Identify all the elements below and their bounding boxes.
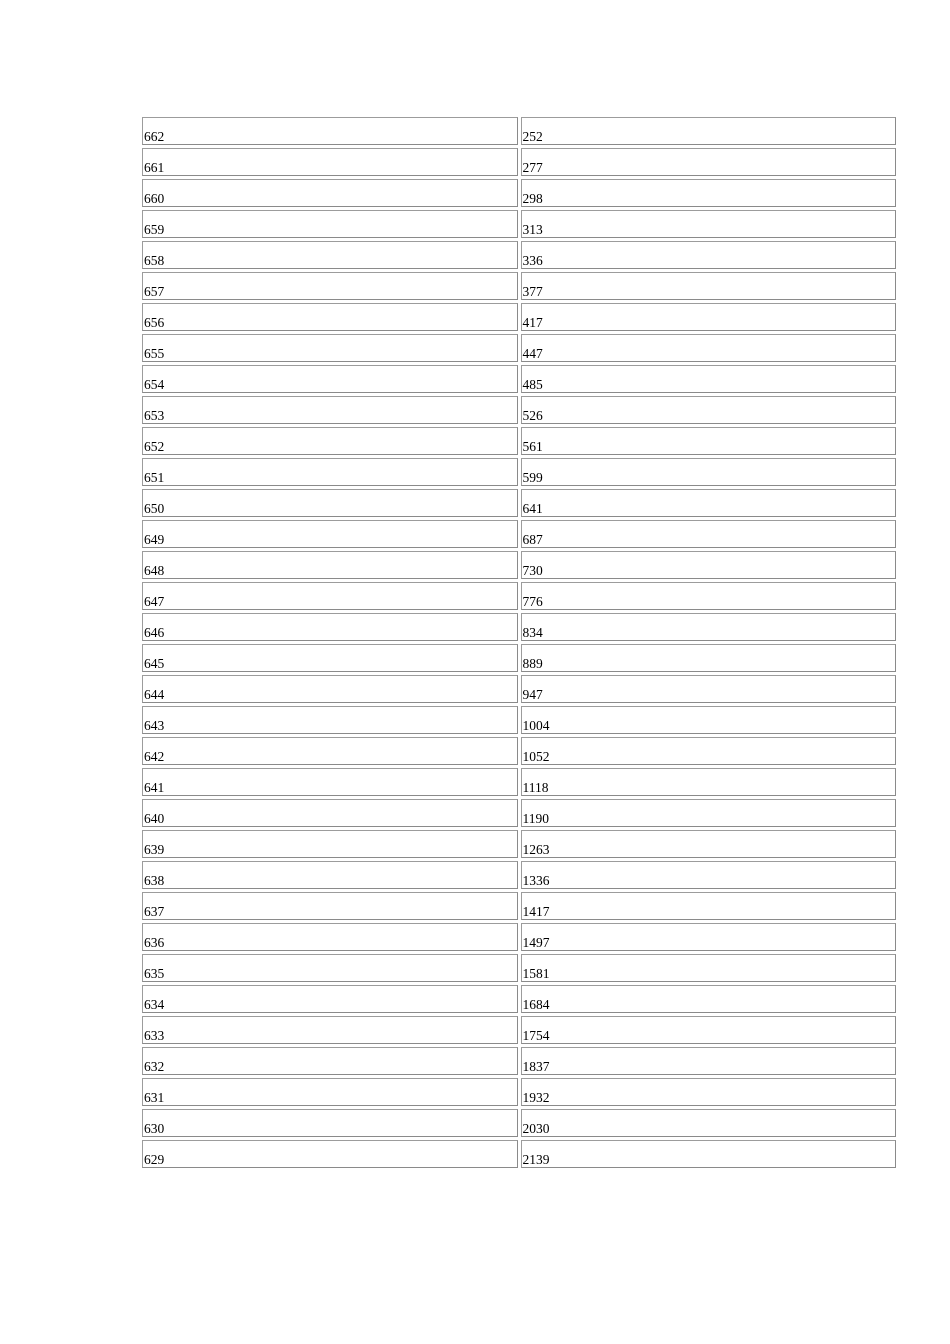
table-row xyxy=(142,427,896,455)
table-row xyxy=(142,706,896,734)
table-row xyxy=(142,365,896,393)
cell-left-value xyxy=(142,241,518,269)
table-row xyxy=(142,799,896,827)
cell-text: 637 xyxy=(144,904,165,919)
cell-text: 632 xyxy=(144,1059,165,1074)
table-row xyxy=(142,582,896,610)
table-row xyxy=(142,1047,896,1075)
cell-text: 687 xyxy=(522,532,543,547)
cell-left-value xyxy=(142,303,518,331)
table-row xyxy=(142,396,896,424)
cell-right-value xyxy=(521,210,897,238)
cell-right-value xyxy=(521,954,897,982)
cell-left-value xyxy=(142,1140,518,1168)
table-body xyxy=(142,117,896,1168)
cell-right-value xyxy=(521,1109,897,1137)
table-row xyxy=(142,675,896,703)
cell-text: 629 xyxy=(144,1152,165,1167)
cell-text: 947 xyxy=(522,687,543,702)
cell-text: 643 xyxy=(144,718,165,733)
cell-text: 277 xyxy=(522,160,543,175)
cell-right-value xyxy=(521,861,897,889)
cell-left-value xyxy=(142,458,518,486)
cell-text: 659 xyxy=(144,222,165,237)
table-row xyxy=(142,737,896,765)
cell-left-value xyxy=(142,985,518,1013)
table-row xyxy=(142,1016,896,1044)
cell-left-value xyxy=(142,1078,518,1106)
cell-left-value xyxy=(142,1047,518,1075)
cell-left-value xyxy=(142,148,518,176)
cell-left-value xyxy=(142,923,518,951)
cell-text: 834 xyxy=(522,625,543,640)
cell-text: 1336 xyxy=(522,873,550,888)
cell-right-value xyxy=(521,985,897,1013)
cell-right-value xyxy=(521,1047,897,1075)
cell-left-value xyxy=(142,644,518,672)
cell-right-value xyxy=(521,334,897,362)
cell-right-value xyxy=(521,365,897,393)
cell-text: 652 xyxy=(144,439,165,454)
cell-text: 526 xyxy=(522,408,543,423)
cell-right-value xyxy=(521,799,897,827)
cell-right-value xyxy=(521,520,897,548)
cell-left-value xyxy=(142,117,518,145)
cell-text: 640 xyxy=(144,811,165,826)
cell-text: 631 xyxy=(144,1090,165,1105)
cell-text: 1581 xyxy=(522,966,550,981)
cell-text: 1684 xyxy=(522,997,550,1012)
cell-text: 648 xyxy=(144,563,165,578)
cell-text: 655 xyxy=(144,346,165,361)
cell-left-value xyxy=(142,334,518,362)
cell-text: 646 xyxy=(144,625,165,640)
cell-text: 653 xyxy=(144,408,165,423)
cell-text: 644 xyxy=(144,687,165,702)
table-row xyxy=(142,1109,896,1137)
cell-left-value xyxy=(142,520,518,548)
cell-text: 647 xyxy=(144,594,165,609)
table-row xyxy=(142,241,896,269)
cell-text: 651 xyxy=(144,470,165,485)
cell-right-value xyxy=(521,458,897,486)
table-row xyxy=(142,272,896,300)
table-row xyxy=(142,892,896,920)
cell-text: 485 xyxy=(522,377,543,392)
cell-text: 1004 xyxy=(522,718,550,733)
cell-left-value xyxy=(142,613,518,641)
table-row xyxy=(142,923,896,951)
cell-text: 630 xyxy=(144,1121,165,1136)
cell-right-value xyxy=(521,582,897,610)
cell-right-value xyxy=(521,830,897,858)
cell-left-value xyxy=(142,365,518,393)
cell-left-value xyxy=(142,675,518,703)
table-row xyxy=(142,179,896,207)
table-row xyxy=(142,334,896,362)
cell-left-value xyxy=(142,272,518,300)
cell-right-value xyxy=(521,427,897,455)
cell-text: 1932 xyxy=(522,1090,550,1105)
cell-left-value xyxy=(142,892,518,920)
cell-text: 641 xyxy=(522,501,543,516)
cell-text: 1417 xyxy=(522,904,550,919)
cell-text: 654 xyxy=(144,377,165,392)
cell-text: 313 xyxy=(522,222,543,237)
cell-left-value xyxy=(142,427,518,455)
table-row xyxy=(142,1078,896,1106)
cell-text: 336 xyxy=(522,253,543,268)
table-row xyxy=(142,985,896,1013)
cell-text: 641 xyxy=(144,780,165,795)
table-row xyxy=(142,861,896,889)
cell-right-value xyxy=(521,675,897,703)
table-row xyxy=(142,1140,896,1168)
cell-right-value xyxy=(521,706,897,734)
cell-text: 658 xyxy=(144,253,165,268)
table-row xyxy=(142,210,896,238)
cell-left-value xyxy=(142,179,518,207)
cell-text: 776 xyxy=(522,594,543,609)
cell-text: 645 xyxy=(144,656,165,671)
cell-text: 1190 xyxy=(522,811,549,826)
data-table xyxy=(139,114,899,1171)
cell-text: 660 xyxy=(144,191,165,206)
cell-text: 2030 xyxy=(522,1121,550,1136)
cell-right-value xyxy=(521,768,897,796)
cell-right-value xyxy=(521,303,897,331)
cell-right-value xyxy=(521,179,897,207)
cell-left-value xyxy=(142,1109,518,1137)
cell-text: 657 xyxy=(144,284,165,299)
cell-text: 656 xyxy=(144,315,165,330)
cell-text: 635 xyxy=(144,966,165,981)
cell-right-value xyxy=(521,923,897,951)
cell-right-value xyxy=(521,117,897,145)
cell-right-value xyxy=(521,241,897,269)
table-row xyxy=(142,613,896,641)
table-row xyxy=(142,148,896,176)
cell-text: 638 xyxy=(144,873,165,888)
cell-text: 889 xyxy=(522,656,543,671)
cell-right-value xyxy=(521,737,897,765)
cell-text: 662 xyxy=(144,129,165,144)
cell-left-value xyxy=(142,830,518,858)
cell-text: 447 xyxy=(522,346,543,361)
cell-right-value xyxy=(521,1016,897,1044)
cell-right-value xyxy=(521,892,897,920)
cell-text: 599 xyxy=(522,470,543,485)
cell-text: 1497 xyxy=(522,935,550,950)
cell-text: 661 xyxy=(144,160,165,175)
cell-right-value xyxy=(521,489,897,517)
cell-left-value xyxy=(142,489,518,517)
cell-left-value xyxy=(142,861,518,889)
cell-left-value xyxy=(142,737,518,765)
cell-right-value xyxy=(521,1140,897,1168)
table-row xyxy=(142,830,896,858)
cell-left-value xyxy=(142,954,518,982)
cell-text: 1754 xyxy=(522,1028,550,1043)
cell-text: 252 xyxy=(522,129,543,144)
cell-text: 561 xyxy=(522,439,543,454)
cell-left-value xyxy=(142,768,518,796)
cell-right-value xyxy=(521,1078,897,1106)
table-row xyxy=(142,489,896,517)
table-row xyxy=(142,520,896,548)
cell-text: 417 xyxy=(522,315,543,330)
cell-left-value xyxy=(142,706,518,734)
table-row xyxy=(142,768,896,796)
cell-text: 639 xyxy=(144,842,165,857)
cell-right-value xyxy=(521,396,897,424)
table-row xyxy=(142,551,896,579)
cell-left-value xyxy=(142,1016,518,1044)
table-row xyxy=(142,954,896,982)
cell-text: 1263 xyxy=(522,842,550,857)
cell-text: 1052 xyxy=(522,749,550,764)
cell-left-value xyxy=(142,799,518,827)
cell-right-value xyxy=(521,551,897,579)
table-row xyxy=(142,117,896,145)
cell-left-value xyxy=(142,210,518,238)
cell-text: 730 xyxy=(522,563,543,578)
cell-text: 1118 xyxy=(522,780,549,795)
cell-text: 377 xyxy=(522,284,543,299)
table-row xyxy=(142,644,896,672)
cell-right-value xyxy=(521,644,897,672)
table-row xyxy=(142,303,896,331)
cell-left-value xyxy=(142,582,518,610)
table-row xyxy=(142,458,896,486)
cell-right-value xyxy=(521,272,897,300)
cell-text: 650 xyxy=(144,501,165,516)
cell-text: 634 xyxy=(144,997,165,1012)
cell-left-value xyxy=(142,551,518,579)
cell-text: 1837 xyxy=(522,1059,550,1074)
cell-text: 636 xyxy=(144,935,165,950)
cell-text: 298 xyxy=(522,191,543,206)
cell-right-value xyxy=(521,613,897,641)
cell-text: 633 xyxy=(144,1028,165,1043)
cell-right-value xyxy=(521,148,897,176)
cell-text: 649 xyxy=(144,532,165,547)
cell-left-value xyxy=(142,396,518,424)
cell-text: 642 xyxy=(144,749,165,764)
cell-text: 2139 xyxy=(522,1152,550,1167)
